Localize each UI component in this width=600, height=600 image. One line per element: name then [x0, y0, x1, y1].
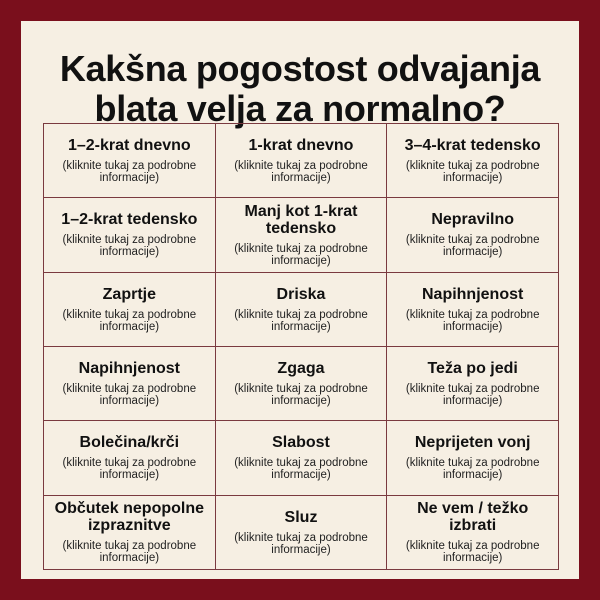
option-title: Zaprtje [102, 285, 156, 303]
option-details-link[interactable]: (kliknite tukaj za podrobne informacije) [62, 160, 197, 185]
options-grid [43, 123, 559, 570]
option-title: Neprijeten vonj [414, 434, 531, 452]
page-title [21, 49, 579, 129]
option-details-link[interactable]: (kliknite tukaj za podrobne informacije) [405, 383, 540, 408]
option-title: 1–2-krat dnevno [67, 137, 191, 155]
option-sluz[interactable] [216, 496, 388, 570]
option-title: Zgaga [277, 360, 325, 378]
option-obcutek-nepopolne-izpraznitve[interactable] [44, 496, 216, 570]
option-details-link[interactable]: (kliknite tukaj za podrobne informacije) [405, 234, 540, 259]
option-3-4-krat-tedensko[interactable] [387, 124, 559, 198]
option-driska[interactable] [216, 273, 388, 347]
option-1-2-krat-dnevno[interactable] [44, 124, 216, 198]
option-neprijeten-vonj[interactable] [387, 421, 559, 495]
option-title: Ne vem / težko izbrati [417, 500, 529, 535]
option-title: Napihnjenost [78, 360, 180, 378]
option-details-link[interactable]: (kliknite tukaj za podrobne informacije) [234, 383, 368, 408]
option-details-link[interactable]: (kliknite tukaj za podrobne informacije) [234, 457, 368, 482]
option-details-link[interactable]: (kliknite tukaj za podrobne informacije) [234, 531, 368, 556]
option-details-link[interactable]: (kliknite tukaj za podrobne informacije) [405, 457, 540, 482]
option-slabost[interactable] [216, 421, 388, 495]
option-title: Teža po jedi [427, 360, 518, 378]
option-details-link[interactable]: (kliknite tukaj za podrobne informacije) [405, 540, 540, 565]
title-line-1: Kakšna pogostost odvajanja [59, 48, 541, 89]
option-napihnjenost-2[interactable] [44, 347, 216, 421]
option-details-link[interactable]: (kliknite tukaj za podrobne informacije) [62, 540, 197, 565]
option-title: 1-krat dnevno [248, 137, 354, 155]
option-zgaga[interactable] [216, 347, 388, 421]
option-title: Nepravilno [431, 211, 514, 229]
option-nepravilno[interactable] [387, 198, 559, 272]
option-title: 1–2-krat tedensko [61, 211, 198, 229]
option-details-link[interactable]: (kliknite tukaj za podrobne informacije) [234, 308, 368, 333]
option-napihnjenost-1[interactable] [387, 273, 559, 347]
option-zaprtje[interactable] [44, 273, 216, 347]
option-details-link[interactable]: (kliknite tukaj za podrobne informacije) [62, 457, 197, 482]
option-title: Napihnjenost [421, 285, 524, 303]
option-1-krat-dnevno[interactable] [216, 124, 388, 198]
option-details-link[interactable]: (kliknite tukaj za podrobne informacije) [405, 160, 540, 185]
option-details-link[interactable]: (kliknite tukaj za podrobne informacije) [62, 383, 197, 408]
option-details-link[interactable]: (kliknite tukaj za podrobne informacije) [234, 242, 368, 267]
title-line-2: blata velja za normalno? [94, 88, 506, 129]
option-ne-vem-tezko-izbrati[interactable] [387, 496, 559, 570]
option-manj-kot-1-krat-tedensko[interactable] [216, 198, 388, 272]
option-title: 3–4-krat tedensko [404, 137, 541, 155]
quiz-card [21, 21, 579, 579]
option-details-link[interactable]: (kliknite tukaj za podrobne informacije) [405, 308, 540, 333]
option-bolecina-krci[interactable] [44, 421, 216, 495]
option-title: Manj kot 1-krat tedensko [244, 202, 358, 237]
option-title: Slabost [272, 434, 330, 452]
option-details-link[interactable]: (kliknite tukaj za podrobne informacije) [62, 234, 197, 259]
option-teza-po-jedi[interactable] [387, 347, 559, 421]
option-title: Bolečina/krči [79, 434, 180, 452]
option-1-2-krat-tedensko[interactable] [44, 198, 216, 272]
option-title: Občutek nepopolne izpraznitve [54, 500, 204, 535]
option-details-link[interactable]: (kliknite tukaj za podrobne informacije) [62, 308, 197, 333]
option-title: Driska [276, 285, 326, 303]
option-details-link[interactable]: (kliknite tukaj za podrobne informacije) [234, 160, 368, 185]
option-title: Sluz [284, 508, 318, 526]
